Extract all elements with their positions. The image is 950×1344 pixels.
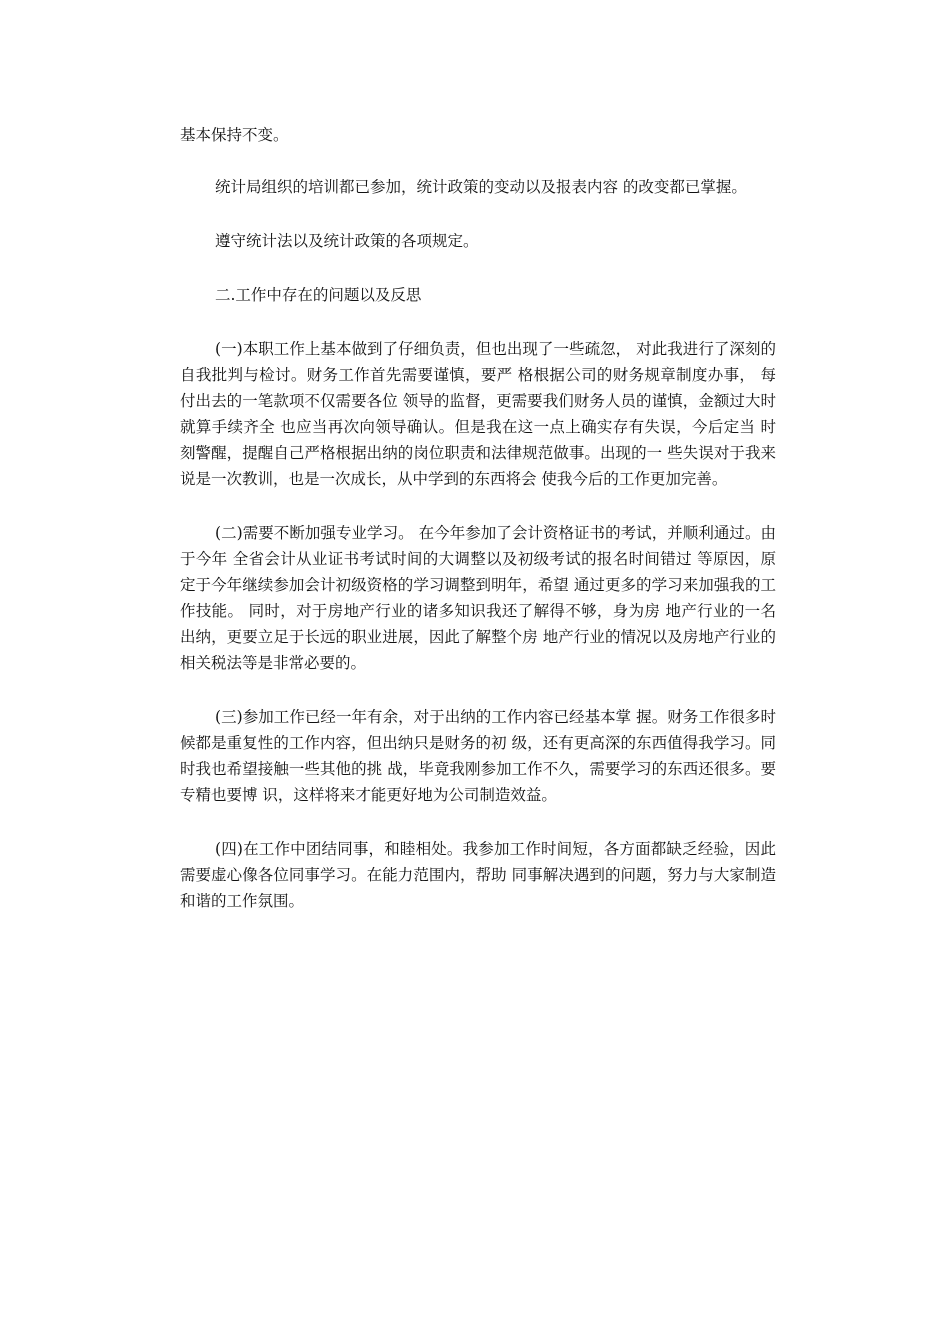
- paragraph-compliance: 遵守统计法以及统计政策的各项规定。: [215, 232, 479, 250]
- section-heading-problems: 二.工作中存在的问题以及反思: [215, 286, 422, 304]
- paragraph-item-1: (一)本职工作上基本做到了仔细负责，但也出现了一些疏忽， 对此我进行了深刻的自我批判与检讨。财务工作首先需要谨慎，要严 格根据公司的财务规章制度办事， 每付出去的一笔款项不仅需要各位 领导的监督，更需要我们财务人员的谨慎，金额过大时就算手续齐全 也应当再次向领导确认。但是我在这一点上确实存有失误，今后定当 时刻警醒，提醒自己严格根据出纳的岗位职责和法律规范做事。出现的一 些失误对于我来说是一次教训，也是一次成长，从中学到的东西将会 使我今后的工作更加完善。: [180, 340, 776, 488]
- paragraph-training: 统计局组织的培训都已参加，统计政策的变动以及报表内容 的改变都已掌握。: [215, 178, 747, 196]
- paragraph-item-4: (四)在工作中团结同事，和睦相处。我参加工作时间短，各方面都缺乏经验，因此需要虚心像各位同事学习。在能力范围内，帮助 同事解决遇到的问题，努力与大家制造和谐的工作氛围。: [180, 840, 776, 910]
- paragraph-item-2: (二)需要不断加强专业学习。 在今年参加了会计资格证书的考试，并顺利通过。由于今年 全省会计从业证书考试时间的大调整以及初级考试的报名时间错过 等原因，原定于今年继续参加会计初级资格的学习调整到明年，希望 通过更多的学习来加强我的工作技能。 同时，对于房地产行业的诸多知识我还了解得不够，身为房 地产行业的一名出纳，更要立足于长远的职业进展，因此了解整个房 地产行业的情况以及房地产行业的相关税法等是非常必要的。: [180, 524, 776, 672]
- paragraph-continuation: 基本保持不变。: [180, 126, 289, 144]
- document-page: [180, 122, 776, 942]
- paragraph-item-3: (三)参加工作已经一年有余，对于出纳的工作内容已经基本掌 握。财务工作很多时候都是重复性的工作内容，但出纳只是财务的初 级，还有更高深的东西值得我学习。同时我也希望接触一些其他的挑 战，毕竟我刚参加工作不久，需要学习的东西还很多。要专精也要博 识，这样将来才能更好地为公司制造效益。: [180, 708, 776, 804]
